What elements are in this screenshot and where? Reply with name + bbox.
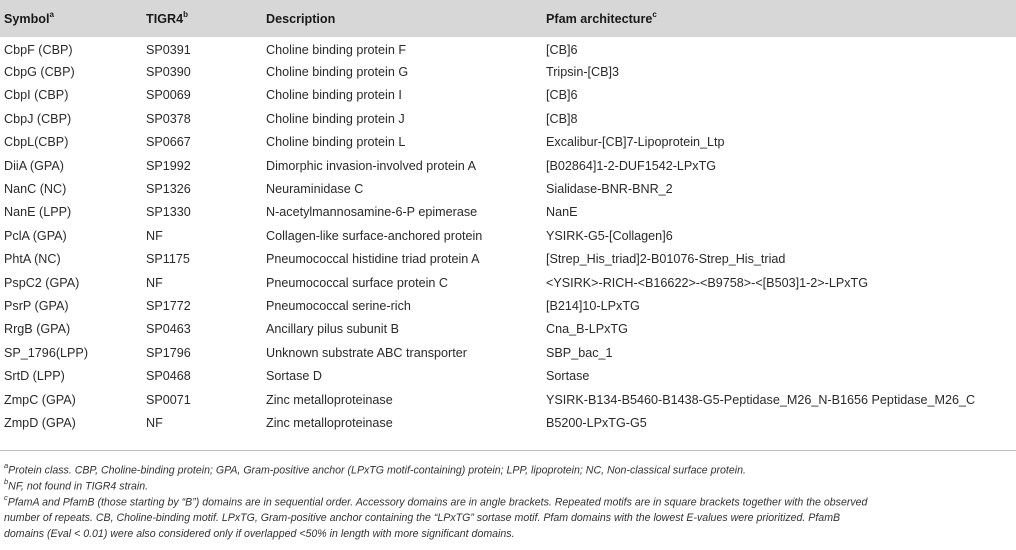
- header-symbol: Symbol$^a$: [4, 9, 54, 27]
- cell-description: Pneumococcal histidine triad protein A: [266, 252, 480, 267]
- cell-tigr4: SP0069: [146, 88, 191, 103]
- table-row: [0, 411, 1016, 434]
- cell-tigr4: NF: [146, 415, 163, 430]
- cell-tigr4: SP0071: [146, 392, 191, 407]
- table-row: [0, 341, 1016, 364]
- cell-pfam-architecture: YSIRK-B134-B5460-B1438-G5-Peptidase_M26_N-B1656 Peptidase_M26_C: [546, 392, 976, 407]
- table-row: [0, 318, 1016, 341]
- cell-description: Dimorphic invasion-involved protein A: [266, 158, 476, 173]
- cell-symbol: PsrP (GPA): [4, 298, 69, 313]
- cell-description: Choline binding protein F: [266, 43, 407, 58]
- cell-symbol: SP_1796(LPP): [4, 345, 89, 360]
- cell-description: Unknown substrate ABC transporter: [266, 345, 467, 360]
- table-row: [0, 224, 1016, 247]
- footnote-a: $^a$Protein class. CBP, Choline-binding protein; GPA, Gram-positive anchor (LPxTG motif-containing) protein; LPP, lipoprotein; NC, Non-classical surface protein.: [4, 461, 746, 477]
- cell-tigr4: SP0468: [146, 369, 191, 384]
- cell-pfam-architecture: Sortase: [546, 369, 590, 384]
- header-description: Description: [266, 11, 336, 26]
- cell-description: Ancillary pilus subunit B: [266, 322, 399, 337]
- table-bottom-rule: [0, 450, 1016, 451]
- cell-pfam-architecture: <YSIRK>-RICH-<B16622>-<B9758>-<[B503]1-2>-LPxTG: [546, 275, 869, 290]
- cell-tigr4: SP1330: [146, 205, 191, 220]
- cell-pfam-architecture: Tripsin-[CB]3: [546, 65, 620, 80]
- cell-description: Choline binding protein I: [266, 88, 402, 103]
- cell-symbol: PhtA (NC): [4, 252, 61, 267]
- cell-tigr4: SP0378: [146, 111, 191, 126]
- table-row: [0, 248, 1016, 271]
- cell-symbol: DiiA (GPA): [4, 158, 64, 173]
- cell-pfam-architecture: YSIRK-G5-[Collagen]6: [546, 228, 673, 243]
- table-row: [0, 294, 1016, 317]
- cell-description: Pneumococcal serine-rich: [266, 298, 411, 313]
- cell-pfam-architecture: Cna_B-LPxTG: [546, 322, 628, 337]
- table-row: [0, 154, 1016, 177]
- table-row: [0, 84, 1016, 107]
- table-row: [0, 107, 1016, 130]
- cell-symbol: ZmpC (GPA): [4, 392, 76, 407]
- cell-pfam-architecture: [Strep_His_triad]2-B01076-Strep_His_triad: [546, 252, 786, 267]
- cell-pfam-architecture: B5200-LPxTG-G5: [546, 415, 647, 430]
- cell-tigr4: SP1772: [146, 298, 191, 313]
- table-row: [0, 37, 1016, 60]
- cell-description: Choline binding protein L: [266, 135, 406, 150]
- footnote-c: $^c$PfamA and PfamB (those starting by “B”) domains are in sequential order. Accessory domains are in angle brackets. Repeated motifs are in square brackets together with the observed number of repeats. CB, Choline-binding motif. LPxTG, Gram-positive anchor containing the “LPxTG” sortase motif. Pfam domains with the lowest E-values were prioritized. PfamB domains (Eval < 0.01) were also considered only if overlapped <50% in length with more significant domains.: [4, 493, 868, 540]
- cell-symbol: PclA (GPA): [4, 228, 67, 243]
- cell-symbol: NanC (NC): [4, 182, 67, 197]
- cell-pfam-architecture: [CB]6: [546, 43, 578, 58]
- cell-symbol: SrtD (LPP): [4, 369, 65, 384]
- cell-pfam-architecture: Excalibur-[CB]7-Lipoprotein_Ltp: [546, 135, 725, 150]
- table-header-row: [0, 0, 1016, 37]
- cell-tigr4: NF: [146, 275, 163, 290]
- cell-symbol: NanE (LPP): [4, 205, 72, 220]
- cell-symbol: CbpI (CBP): [4, 88, 69, 103]
- cell-description: Sortase D: [266, 369, 322, 384]
- cell-pfam-architecture: [B02864]1-2-DUF1542-LPxTG: [546, 158, 717, 173]
- cell-description: Zinc metalloproteinase: [266, 415, 393, 430]
- table-row: [0, 201, 1016, 224]
- cell-tigr4: SP1326: [146, 182, 191, 197]
- cell-tigr4: SP1175: [146, 252, 190, 267]
- table-row: [0, 388, 1016, 411]
- cell-symbol: RrgB (GPA): [4, 322, 71, 337]
- cell-tigr4: SP0391: [146, 43, 191, 58]
- cell-description: Collagen-like surface-anchored protein: [266, 228, 483, 243]
- cell-symbol: CbpL(CBP): [4, 135, 69, 150]
- cell-pfam-architecture: SBP_bac_1: [546, 345, 613, 360]
- footnote-b: $^b$NF, not found in TIGR4 strain.: [4, 477, 149, 493]
- cell-description: Choline binding protein J: [266, 111, 405, 126]
- header-pfam-architecture: Pfam architecture$^c$: [546, 9, 657, 27]
- table-row: [0, 271, 1016, 294]
- cell-tigr4: SP1992: [146, 158, 191, 173]
- cell-tigr4: SP0463: [146, 322, 191, 337]
- cell-tigr4: SP1796: [146, 345, 191, 360]
- cell-description: Zinc metalloproteinase: [266, 392, 393, 407]
- cell-pfam-architecture: [CB]8: [546, 111, 578, 126]
- cell-symbol: CbpG (CBP): [4, 65, 75, 80]
- cell-description: Choline binding protein G: [266, 65, 409, 80]
- table-row: [0, 131, 1016, 154]
- cell-pfam-architecture: NanE: [546, 205, 578, 220]
- cell-symbol: PspC2 (GPA): [4, 275, 80, 290]
- table-row: [0, 60, 1016, 83]
- header-tigr4: TIGR4$^b$: [146, 9, 188, 27]
- cell-symbol: CbpF (CBP): [4, 43, 73, 58]
- cell-pfam-architecture: Sialidase-BNR-BNR_2: [546, 182, 673, 197]
- table-row: [0, 177, 1016, 200]
- cell-description: Pneumococcal surface protein C: [266, 275, 449, 290]
- cell-tigr4: SP0390: [146, 65, 191, 80]
- cell-description: Neuraminidase C: [266, 182, 364, 197]
- cell-description: N-acetylmannosamine-6-P epimerase: [266, 205, 478, 220]
- cell-pfam-architecture: [CB]6: [546, 88, 578, 103]
- cell-tigr4: SP0667: [146, 135, 191, 150]
- cell-tigr4: NF: [146, 228, 163, 243]
- cell-symbol: CbpJ (CBP): [4, 111, 72, 126]
- cell-symbol: ZmpD (GPA): [4, 415, 76, 430]
- table-body: [0, 37, 1016, 435]
- cell-pfam-architecture: [B214]10-LPxTG: [546, 298, 640, 313]
- table-row: [0, 364, 1016, 387]
